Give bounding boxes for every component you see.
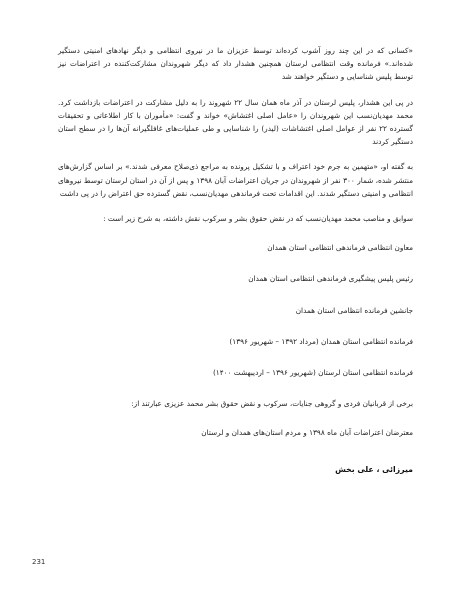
victim-item: معترضان اعتراضات آبان ماه ۱۳۹۸ و مردم استان‌های همدان و لرستان bbox=[201, 428, 413, 438]
author-name: میرزائی ، علی بخش bbox=[335, 465, 413, 474]
victims-intro: برخی از قربانیان فردی و گروهی جنایات، سرکوب و نقض حقوق بشر محمد عزیزی عبارتند از: bbox=[131, 399, 413, 409]
position-item: فرمانده انتظامی استان لرستان (شهریور ۱۳۹۶ – اردیبهشت ۱۴۰۰) bbox=[212, 368, 413, 378]
document-body bbox=[58, 44, 413, 458]
position-item: فرمانده انتظامی استان همدان (مرداد ۱۳۹۲ – شهریور ۱۳۹۶) bbox=[229, 336, 413, 346]
position-item: رئیس پلیس پیشگیری فرماندهی انتظامی استان همدان bbox=[248, 274, 413, 284]
paragraph-2: در پی این هشدار، پلیس لرستان در آذر ماه همان سال ۲۲ شهروند را به دلیل مشارکت در اعتراضات بازداشت کرد. محمد مهدیان‌نسب این شهروندان را «عامل اصلی اغتشاش» خواند و گفت: «مأموران با کار اطلاعاتی و تحقیقات گسترده ۲۲ نفر از عوامل اصلی اغتشاشات (لیدر) را شناسایی و طی عملیات‌های غافلگیرانه آن‌ها را در سطح استان دستگیر کردند bbox=[58, 97, 414, 147]
positions-intro: سوابق و مناصب محمد مهدیان‌نسب که در نقض حقوق بشر و سرکوب نقش داشته، به شرح زیر است : bbox=[103, 214, 413, 224]
paragraph-1: «کسانی که در این چند روز آشوب کرده‌اند توسط عزیزان ما در نیروی انتظامی و دیگر نهادهای امنیتی دستگیر شده‌اند.» فرمانده وقت انتظامی لرستان همچنین هشدار داد که دیگر شهروندان مشارکت‌کننده در اعتراضات نیز توسط پلیس شناسایی و دستگیر خواهند شد bbox=[58, 46, 413, 82]
position-item: جانشین فرمانده انتظامی استان همدان bbox=[295, 305, 413, 315]
paragraph-3: به گفته او، «متهمین به جرم خود اعتراف و با تشکیل پرونده به مراجع ذی‌صلاح معرفی شدند.» بر اساس گزارش‌های منتشر شده، شمار ۳۰۰ نفر از شهروندان در جریان اعتراضات آبان ۱۳۹۸ و پس از آن در استان لرستان توسط نیروهای انتظامی و امنیتی دستگیر شدند. این اقدامات تحت فرماندهی مهدیان‌نسب، نقض گسترده حق اعتراض را در پی داشت bbox=[58, 162, 413, 198]
position-item: معاون انتظامی فرماندهی انتظامی استان همدان bbox=[267, 243, 413, 253]
page-number: 231 bbox=[32, 558, 46, 566]
